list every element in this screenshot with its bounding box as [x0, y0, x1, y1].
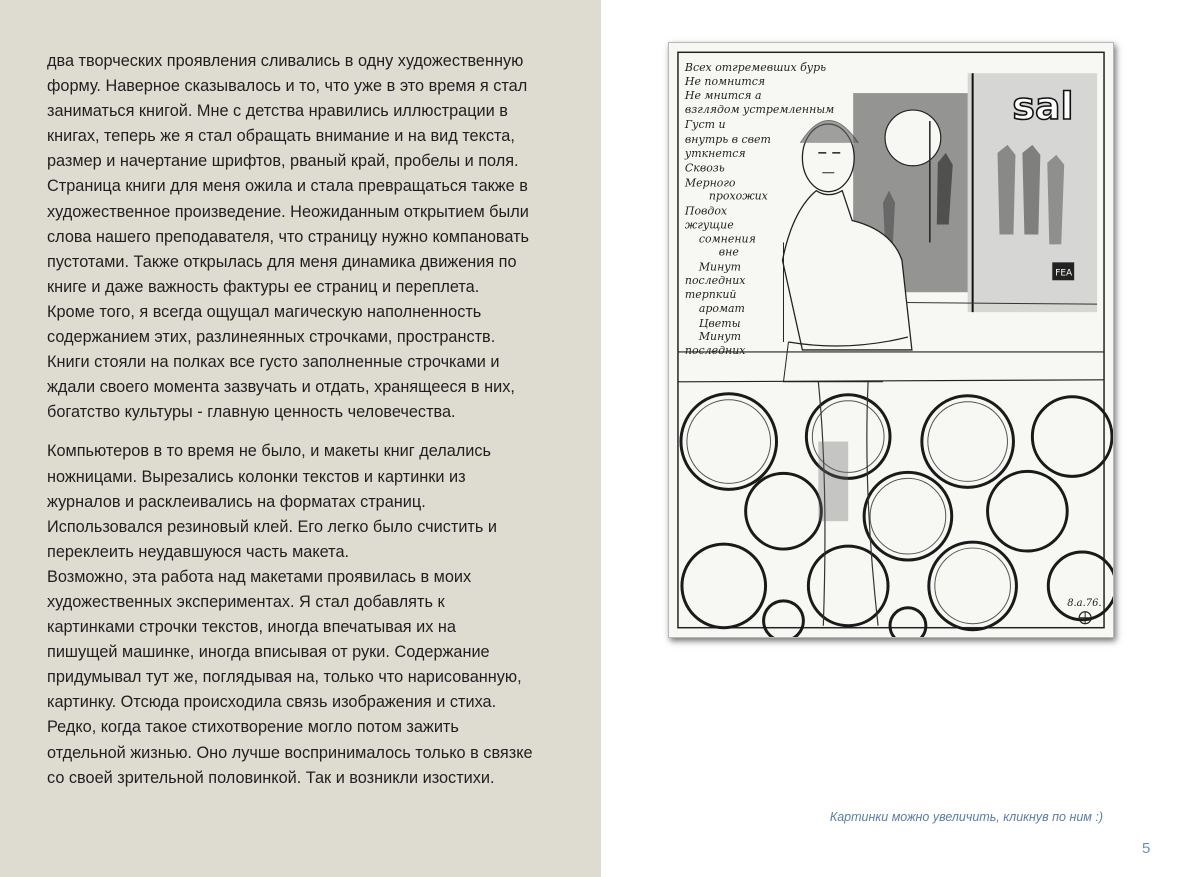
svg-text:Не мнится а: Не мнится а [684, 89, 762, 103]
zoom-hint-caption: Картинки можно увеличить, кликнув по ним :) [829, 810, 1103, 824]
svg-text:сомнения: сомнения [698, 232, 756, 246]
svg-text:жгущие: жгущие [684, 218, 734, 232]
body-text [47, 49, 592, 791]
svg-text:Сквозь: Сквозь [684, 161, 725, 175]
sign-lettering: sal [1012, 83, 1074, 128]
svg-text:Повдох: Повдох [684, 204, 728, 218]
svg-text:Густ и: Густ и [684, 117, 726, 131]
svg-text:Минут: Минут [698, 329, 742, 343]
svg-text:Минут: Минут [698, 260, 742, 274]
svg-text:последних: последних [684, 274, 746, 288]
svg-text:терпкий: терпкий [684, 288, 737, 302]
page-number: 5 [1142, 840, 1151, 857]
paragraph: два творческих проявления сливались в одну художественную форму. Наверное сказывалось и то, что уже в это время я стал заниматься книгой. Мне с детства нравились иллюстрации в книгах, теперь же я стал обращать внимание и на вид текста, размер и начертание шрифтов, рваный край, пробелы и поля. Страница книги для меня ожила и стала превращаться также в художественное произведение. Неожиданным открытием были слова нашего преподавателя, что страницу нужно компановать пустотами. Также открылась для меня динамика движения по книге и даже важность фактуры ее страниц и переплета. Кроме того, я всегда ощущал магическую наполненность содержанием этих, разлинеянных строчками, пространств. Книги стояли на полках все густо заполненные строчками и ждали своего момента зазвучать и отдать, хранящееся в них, богатство культуры - главную ценность человечества. [47, 52, 530, 422]
svg-text:аромат: аромат [698, 302, 745, 316]
box-label: FEA [1055, 268, 1073, 279]
svg-text:прохожих: прохожих [708, 189, 768, 203]
svg-text:Всех отгремевших бурь: Всех отгремевших бурь [684, 61, 827, 75]
svg-text:Мерного: Мерного [684, 176, 736, 190]
svg-text:внутрь в свет: внутрь в свет [684, 132, 771, 146]
svg-text:взглядом устремленным: взглядом устремленным [684, 103, 835, 117]
sketch-illustration[interactable] [668, 42, 1114, 638]
svg-text:последних: последних [684, 343, 746, 357]
svg-text:вне: вне [718, 245, 739, 259]
svg-text:Цветы: Цветы [698, 317, 741, 331]
sketch-drawing [669, 43, 1113, 637]
date-mark: 8.a.76. [1067, 597, 1102, 609]
svg-text:Не помнится: Не помнится [684, 75, 766, 89]
svg-text:уткнется: уткнется [684, 146, 746, 160]
paragraph: Компьютеров в то время не было, и макеты книг делались ножницами. Вырезались колонки текстов и картинки из журналов и расклеивались на форматах страниц. Использовался резиновый клей. Его легко было счистить и переклеить неудавшуюся часть макета. Возможно, эта работа над макетами проявилась в моих художественных экспериментах. Я стал добавлять к картинками строчки текстов, иногда впечатывая их на пишущей машинке, иногда вписывая от руки. Содержание придумывал тут же, поглядывая на, только что нарисованную, картинку. Отсюда происходила связь изображения и стиха. Редко, когда такое стихотворение могло потом зажить отдельной жизнью. Оно лучше воспринималось только в связке со своей зрительной половинкой. Так и возникли изостихи. [47, 442, 533, 787]
